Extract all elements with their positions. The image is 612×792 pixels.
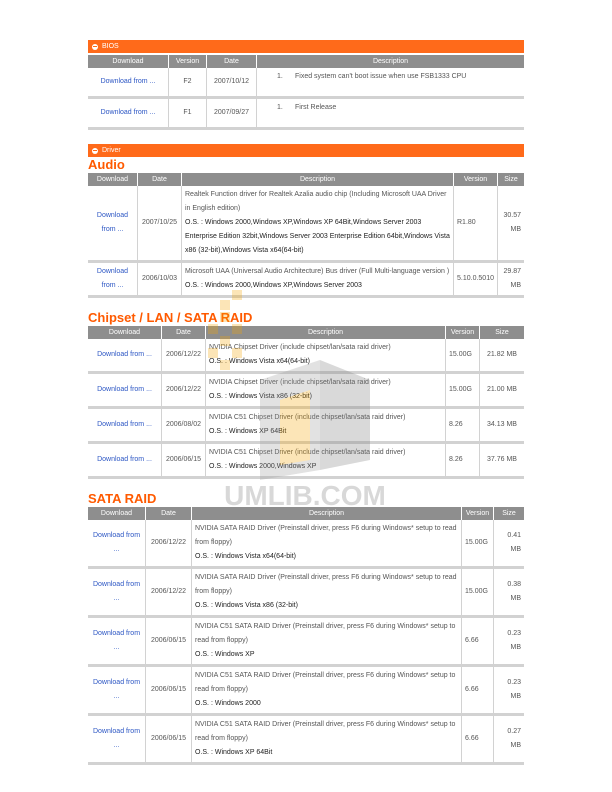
date-cell: 2006/06/15 [146, 716, 192, 765]
size-cell: 0.38 MB [494, 569, 524, 618]
version-cell: 8.26 [446, 409, 480, 444]
bios-table [88, 55, 524, 130]
download-link[interactable]: Download from ... [92, 679, 141, 700]
size-cell: 34.13 MB [480, 409, 524, 444]
size-cell: 29.87 MB [498, 263, 524, 298]
version-cell: 15.00G [446, 339, 480, 374]
os-text: O.S. : Windows 2000 [195, 700, 261, 707]
description-text: NVIDIA Chipset Driver (include chipset/lan/sata raid driver) [209, 344, 391, 351]
download-link[interactable]: Download from ... [97, 456, 152, 463]
download-link[interactable]: Download from ... [100, 78, 156, 85]
os-text: O.S. : Windows XP [195, 651, 255, 658]
table-row [88, 374, 524, 409]
version-cell: F1 [169, 99, 207, 130]
col-header-date: Date [138, 173, 182, 186]
col-header-version: Version [462, 507, 494, 520]
download-link[interactable]: Download from ... [96, 268, 129, 289]
description-text: NVIDIA C51 Chipset Driver (include chipset/lan/sata raid driver) [209, 449, 406, 456]
date-cell: 2006/06/15 [146, 667, 192, 716]
description-text: NVIDIA SATA RAID Driver (Preinstall driver, press F6 during Windows* setup to read from floppy) [195, 525, 457, 546]
size-cell: 21.00 MB [480, 374, 524, 409]
download-link[interactable]: Download from ... [97, 351, 152, 358]
size-cell: 30.57 MB [498, 186, 524, 263]
size-cell: 0.23 MB [494, 667, 524, 716]
table-row [88, 667, 524, 716]
date-cell: 2006/06/15 [146, 618, 192, 667]
page-content [88, 40, 524, 765]
col-header-date: Date [146, 507, 192, 520]
os-text: O.S. : Windows XP 64Bit [209, 428, 287, 435]
os-text: O.S. : Windows Vista x64(64-bit) [209, 358, 311, 365]
date-cell: 2007/10/12 [207, 68, 257, 99]
table-row [88, 186, 524, 263]
date-cell: 2006/10/03 [138, 263, 182, 298]
description-text: NVIDIA C51 Chipset Driver (include chipset/lan/sata raid driver) [209, 414, 406, 421]
description-text: Realtek Function driver for Realtek Azalia audio chip (Including Microsoft UAA Driver in English edition) [185, 191, 447, 212]
os-text: O.S. : Windows Vista x86 (32-bit) [195, 602, 298, 609]
col-header-version: Version [454, 173, 498, 186]
col-header-size: Size [498, 173, 524, 186]
version-cell: 5.10.0.5010 [454, 263, 498, 298]
col-header-description: Description [192, 507, 462, 520]
os-text: O.S. : Windows 2000,Windows XP [209, 463, 317, 470]
version-cell: 6.66 [462, 716, 494, 765]
version-cell: 15.00G [446, 374, 480, 409]
version-cell: 8.26 [446, 444, 480, 479]
table-row [88, 339, 524, 374]
table-row [88, 569, 524, 618]
table-row [88, 263, 524, 298]
version-cell: R1.80 [454, 186, 498, 263]
bios-section-bar [88, 40, 524, 53]
version-cell: 15.00G [462, 520, 494, 569]
date-cell: 2006/12/22 [162, 339, 206, 374]
col-header-download: Download [88, 55, 169, 68]
description-text: NVIDIA Chipset Driver (include chipset/lan/sata raid driver) [209, 379, 391, 386]
col-header-description: Description [257, 55, 524, 68]
col-header-date: Date [162, 326, 206, 339]
description-text: NVIDIA C51 SATA RAID Driver (Preinstall driver, press F6 during Windows* setup to read from floppy) [195, 623, 456, 644]
bios-bar-label: BIOS [102, 43, 119, 50]
description-text: Microsoft UAA (Universal Audio Architecture) Bus driver (Full Multi-language version ) [185, 268, 450, 275]
audio-heading: Audio [88, 157, 125, 172]
description-text: NVIDIA C51 SATA RAID Driver (Preinstall driver, press F6 during Windows* setup to read from floppy) [195, 672, 456, 693]
os-text: O.S. : Windows 2000,Windows XP,Windows Server 2003 [185, 282, 362, 289]
table-row [88, 716, 524, 765]
col-header-size: Size [494, 507, 524, 520]
col-header-download: Download [88, 173, 138, 186]
table-row [88, 99, 524, 130]
version-cell: F2 [169, 68, 207, 99]
download-link[interactable]: Download from ... [92, 630, 141, 651]
table-row [88, 520, 524, 569]
col-header-date: Date [207, 55, 257, 68]
version-cell: 6.66 [462, 667, 494, 716]
col-header-download: Download [88, 507, 146, 520]
version-cell: 6.66 [462, 618, 494, 667]
download-link[interactable]: Download from ... [92, 728, 141, 749]
description-text: NVIDIA C51 SATA RAID Driver (Preinstall driver, press F6 during Windows* setup to read from floppy) [195, 721, 456, 742]
download-link[interactable]: Download from ... [100, 109, 156, 116]
download-link[interactable]: Download from ... [97, 421, 152, 428]
description-cell: First Release [295, 104, 337, 111]
download-link[interactable]: Download from ... [92, 532, 141, 553]
date-cell: 2007/10/25 [138, 186, 182, 263]
collapse-icon[interactable] [92, 44, 98, 50]
table-row [88, 618, 524, 667]
os-text: O.S. : Windows Vista x86 (32-bit) [209, 393, 312, 400]
os-text: O.S. : Windows Vista x64(64-bit) [195, 553, 297, 560]
size-cell: 21.82 MB [480, 339, 524, 374]
table-row [88, 68, 524, 99]
col-header-description: Description [182, 173, 454, 186]
table-row [88, 409, 524, 444]
collapse-icon[interactable] [92, 148, 98, 154]
col-header-download: Download [88, 326, 162, 339]
list-number: 1. [277, 104, 283, 111]
download-link[interactable]: Download from ... [97, 386, 152, 393]
col-header-description: Description [206, 326, 446, 339]
driver-bar-label: Driver [102, 147, 121, 154]
sata-table [88, 507, 524, 765]
table-row [88, 444, 524, 479]
driver-section-bar [88, 144, 524, 157]
date-cell: 2006/12/22 [146, 520, 192, 569]
date-cell: 2007/09/27 [207, 99, 257, 130]
description-text: NVIDIA SATA RAID Driver (Preinstall driver, press F6 during Windows* setup to read from floppy) [195, 574, 457, 595]
description-cell: Fixed system can't boot issue when use FSB1333 CPU [295, 73, 467, 80]
os-text: O.S. : Windows 2000,Windows XP,Windows XP 64Bit,Windows Server 2003 Enterprise Edition 32bit,Windows Server 2003 Enterprise Edition 64bit,Windows Vista x86 (32-bit),Windows Vista x64(64-bit) [185, 219, 450, 254]
list-number: 1. [277, 73, 283, 80]
download-link[interactable]: Download from ... [96, 212, 129, 233]
chipset-table [88, 326, 524, 479]
col-header-size: Size [480, 326, 524, 339]
os-text: O.S. : Windows XP 64Bit [195, 749, 273, 756]
audio-table [88, 173, 524, 298]
date-cell: 2006/12/22 [146, 569, 192, 618]
date-cell: 2006/06/15 [162, 444, 206, 479]
col-header-version: Version [169, 55, 207, 68]
chipset-heading: Chipset / LAN / SATA RAID [88, 310, 253, 325]
version-cell: 15.00G [462, 569, 494, 618]
col-header-version: Version [446, 326, 480, 339]
date-cell: 2006/08/02 [162, 409, 206, 444]
size-cell: 37.76 MB [480, 444, 524, 479]
size-cell: 0.23 MB [494, 618, 524, 667]
sata-heading: SATA RAID [88, 491, 157, 506]
date-cell: 2006/12/22 [162, 374, 206, 409]
download-link[interactable]: Download from ... [92, 581, 141, 602]
watermark-text: UMLIB.COM [224, 480, 386, 510]
size-cell: 0.27 MB [494, 716, 524, 765]
size-cell: 0.41 MB [494, 520, 524, 569]
